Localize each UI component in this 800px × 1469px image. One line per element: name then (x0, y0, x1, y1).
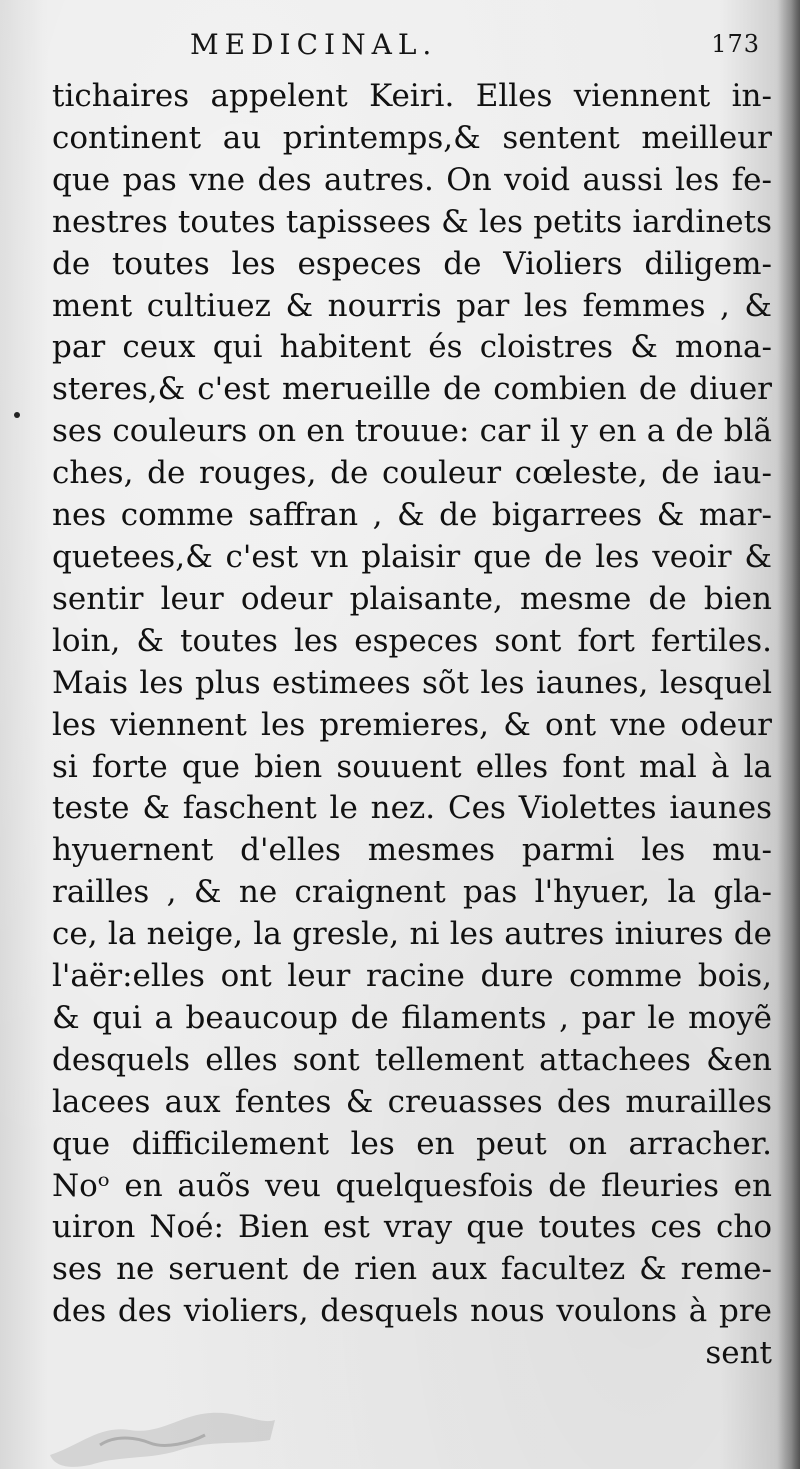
text-line: lacees aux fentes & creuasses des murailles (52, 1083, 772, 1120)
text-line: nes comme saffran , & de bigarrees & mar- (52, 497, 772, 534)
text-line: tichaires appelent Keiri. Elles viennent in- (52, 78, 772, 114)
text-line: ses ne seruent de rien aux facultez & reme- (52, 1251, 772, 1288)
running-head: MEDICINAL. (190, 28, 438, 61)
text-line: par ceux qui habitent és cloistres & mona- (52, 329, 772, 366)
text-line: continent au printemps,& sentent meilleur (52, 119, 772, 156)
text-line: desquels elles sont tellement attachees &en (52, 1041, 772, 1078)
text-line: que pas vne des autres. On void aussi les fe- (52, 161, 772, 198)
text-line: teste & faschent le nez. Ces Violettes iaunes (52, 790, 772, 827)
text-line: des des violiers, desquels nous voulons à pre (52, 1293, 772, 1330)
body-text (52, 76, 772, 1375)
text-line: ment cultiuez & nourris par les femmes , & (52, 287, 772, 324)
text-line: Mais les plus estimees sõt les iaunes, lesquel (52, 664, 772, 701)
text-line: quetees,& c'est vn plaisir que de les veoir & (52, 538, 772, 575)
text-line: railles , & ne craignent pas l'hyuer, la gla- (52, 874, 772, 911)
margin-dot (14, 412, 20, 418)
text-line: que difficilement les en peut on arracher. (52, 1125, 772, 1162)
text-line: ses couleurs on en trouue: car il y en a de blã (52, 413, 772, 450)
catchword: sent (705, 1335, 772, 1372)
text-line: si forte que bien souuent elles font mal à la (52, 748, 772, 785)
text-line: uiron Noé: Bien est vray que toutes ces cho (52, 1209, 772, 1246)
page-header (60, 28, 760, 68)
text-line: steres,& c'est merueille de combien de diuer (52, 371, 772, 408)
text-line: de toutes les especes de Violiers diligem- (52, 245, 772, 282)
text-line: ce, la neige, la gresle, ni les autres iniures de (52, 916, 772, 953)
text-line: & qui a beaucoup de filaments , par le moyẽ (52, 999, 772, 1036)
text-line: loin, & toutes les especes sont fort fertiles. (52, 622, 772, 659)
text-line: ches, de rouges, de couleur cœleste, de iau- (52, 455, 772, 492)
page-number: 173 (711, 30, 760, 58)
text-line: Noᵒ en auõs veu quelquesfois de fleuries en (52, 1167, 772, 1204)
text-line: sentir leur odeur plaisante, mesme de bien (52, 580, 772, 617)
text-line: l'aër:elles ont leur racine dure comme bois, (52, 958, 772, 995)
gutter-shadow (778, 0, 800, 1469)
text-line: hyuernent d'elles mesmes parmi les mu- (52, 832, 772, 869)
paper-stain (40, 1385, 280, 1469)
text-line: les viennent les premieres, & ont vne odeur (52, 706, 772, 743)
text-line: nestres toutes tapissees & les petits iardinets (52, 203, 772, 240)
